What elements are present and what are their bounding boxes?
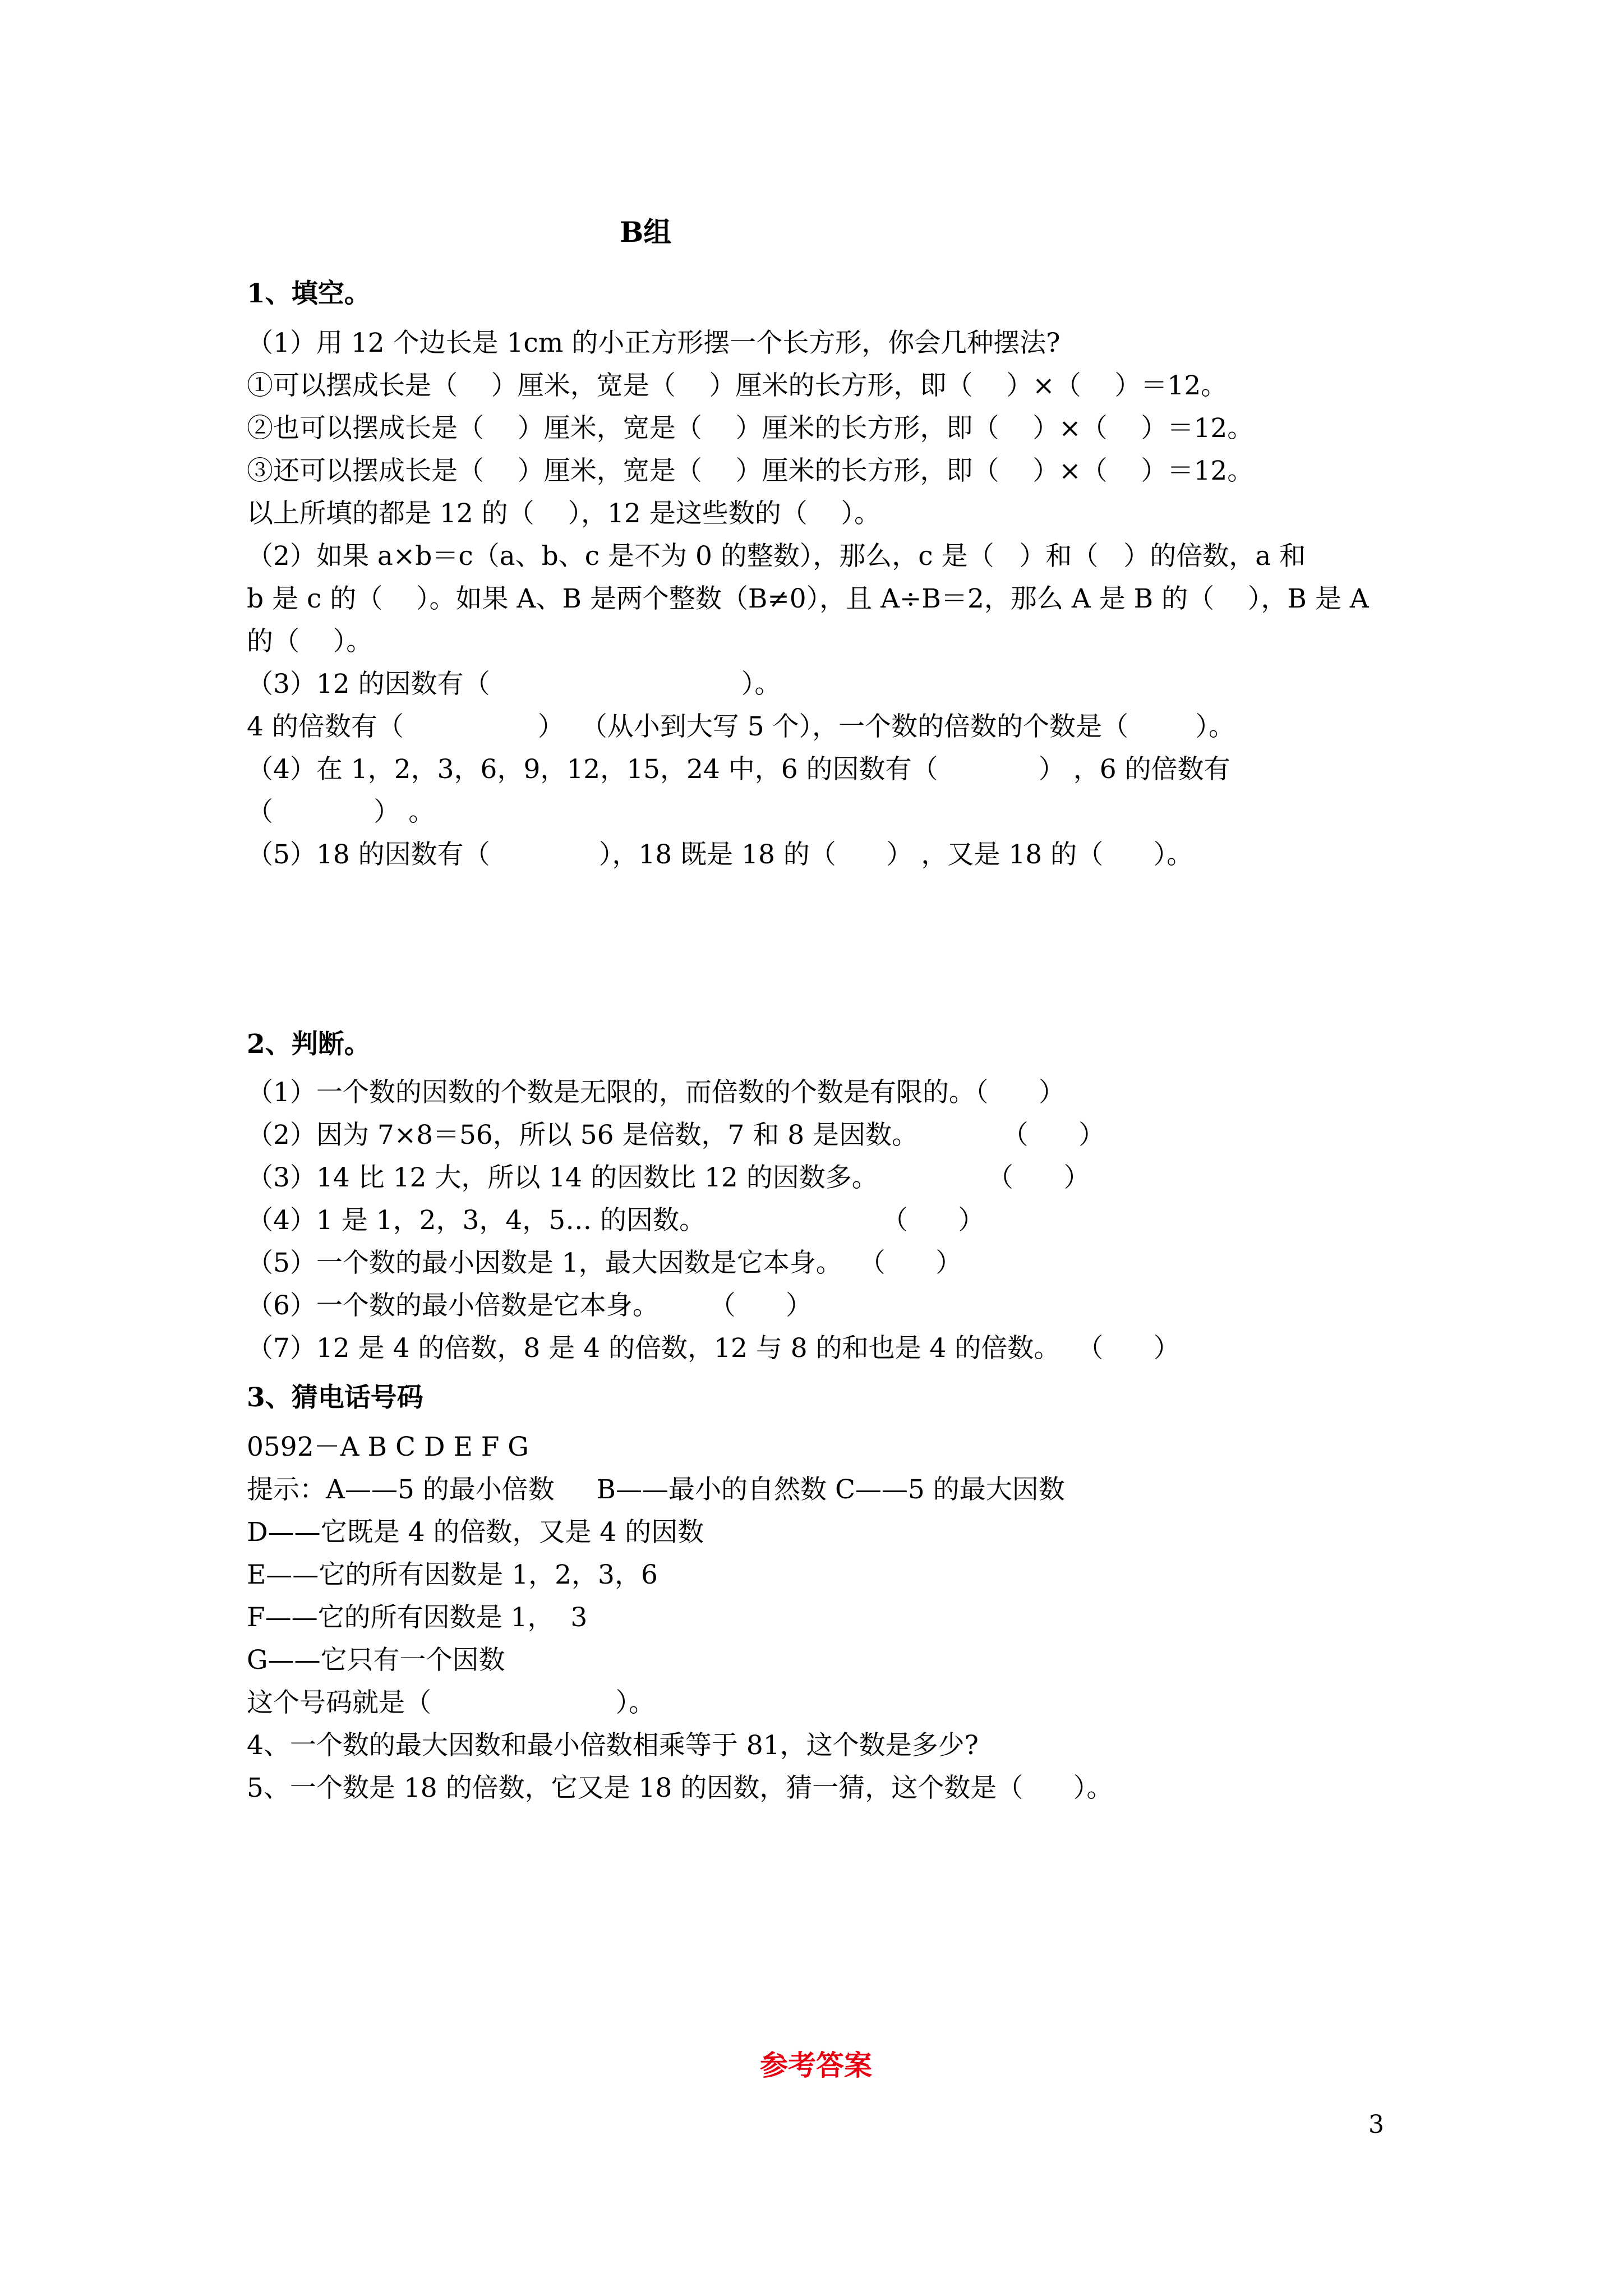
phone-line: 这个号码就是（ ）。	[247, 1687, 656, 1718]
fill-blank-line: b 是 c 的（ ）。如果 A、B 是两个整数（B≠0），且 A÷B＝2，那么 A 是 B 的（ ），B 是 A	[247, 583, 1369, 614]
section-1-heading: 1、填空。	[247, 278, 371, 309]
section-3-heading: 3、猜电话号码	[247, 1382, 423, 1413]
phone-line: D——它既是 4 的倍数，又是 4 的因数	[247, 1517, 704, 1548]
judgment-line: （1）一个数的因数的个数是无限的，而倍数的个数是有限的。（ ）	[247, 1077, 1066, 1108]
phone-line: 提示：A——5 的最小倍数 B——最小的自然数 C——5 的最大因数	[247, 1474, 1065, 1505]
judgment-line: （4）1 是 1，2，3，4，5… 的因数。 （ ）	[247, 1205, 985, 1236]
fill-blank-line: （3）12 的因数有（ ）。	[247, 669, 781, 700]
fill-blank-line: 4 的倍数有（ ） （从小到大写 5 个），一个数的倍数的个数是（ ）。	[247, 711, 1235, 742]
fill-blank-line: （1）用 12 个边长是 1cm 的小正方形摆一个长方形，你会几种摆法?	[247, 328, 1061, 358]
fill-blank-line: （4）在 1，2，3，6，9，12，15，24 中，6 的因数有（ ） ，6 的倍数有	[247, 754, 1230, 785]
fill-blank-line: ③还可以摆成长是（ ）厘米，宽是（ ）厘米的长方形，即（ ）×（ ）＝12。	[247, 455, 1254, 486]
judgment-line: （6）一个数的最小倍数是它本身。 （ ）	[247, 1290, 813, 1321]
judgment-line: （2）因为 7×8＝56，所以 56 是倍数，7 和 8 是因数。 （ ）	[247, 1120, 1105, 1151]
phone-line: 0592－A B C D E F G	[247, 1432, 529, 1462]
judgment-line: （3）14 比 12 大，所以 14 的因数比 12 的因数多。 （ ）	[247, 1162, 1090, 1193]
answer-heading: 参考答案	[760, 2049, 872, 2082]
fill-blank-line: ①可以摆成长是（ ）厘米，宽是（ ）厘米的长方形，即（ ）×（ ）＝12。	[247, 370, 1228, 401]
question-4: 4、一个数的最大因数和最小倍数相乘等于 81，这个数是多少?	[247, 1730, 979, 1761]
phone-line: G——它只有一个因数	[247, 1645, 505, 1676]
judgment-line: （5）一个数的最小因数是 1，最大因数是它本身。 （ ）	[247, 1248, 962, 1278]
fill-blank-line: （2）如果 a×b＝c（a、b、c 是不为 0 的整数），那么，c 是（ ）和（ ）的倍数，a 和	[247, 541, 1306, 572]
fill-blank-line: 以上所填的都是 12 的（ ），12 是这些数的（ ）。	[247, 498, 880, 529]
group-title: B组	[620, 215, 672, 249]
judgment-line: （7）12 是 4 的倍数，8 是 4 的倍数，12 与 8 的和也是 4 的倍数。 （ ）	[247, 1333, 1180, 1364]
page-number: 3	[1368, 2110, 1384, 2139]
fill-blank-line: ②也可以摆成长是（ ）厘米，宽是（ ）厘米的长方形，即（ ）×（ ）＝12。	[247, 413, 1254, 444]
fill-blank-line: （ ） 。	[247, 797, 435, 827]
fill-blank-line: （5）18 的因数有（ ），18 既是 18 的（ ） ，又是 18 的（ ）。	[247, 839, 1193, 870]
phone-line: F——它的所有因数是 1， 3	[247, 1602, 588, 1633]
question-5: 5、一个数是 18 的倍数，它又是 18 的因数，猜一猜，这个数是（ ）。	[247, 1773, 1113, 1803]
section-2-heading: 2、判断。	[247, 1029, 371, 1060]
fill-blank-line: 的（ ）。	[247, 626, 373, 657]
phone-line: E——它的所有因数是 1，2，3，6	[247, 1559, 658, 1590]
